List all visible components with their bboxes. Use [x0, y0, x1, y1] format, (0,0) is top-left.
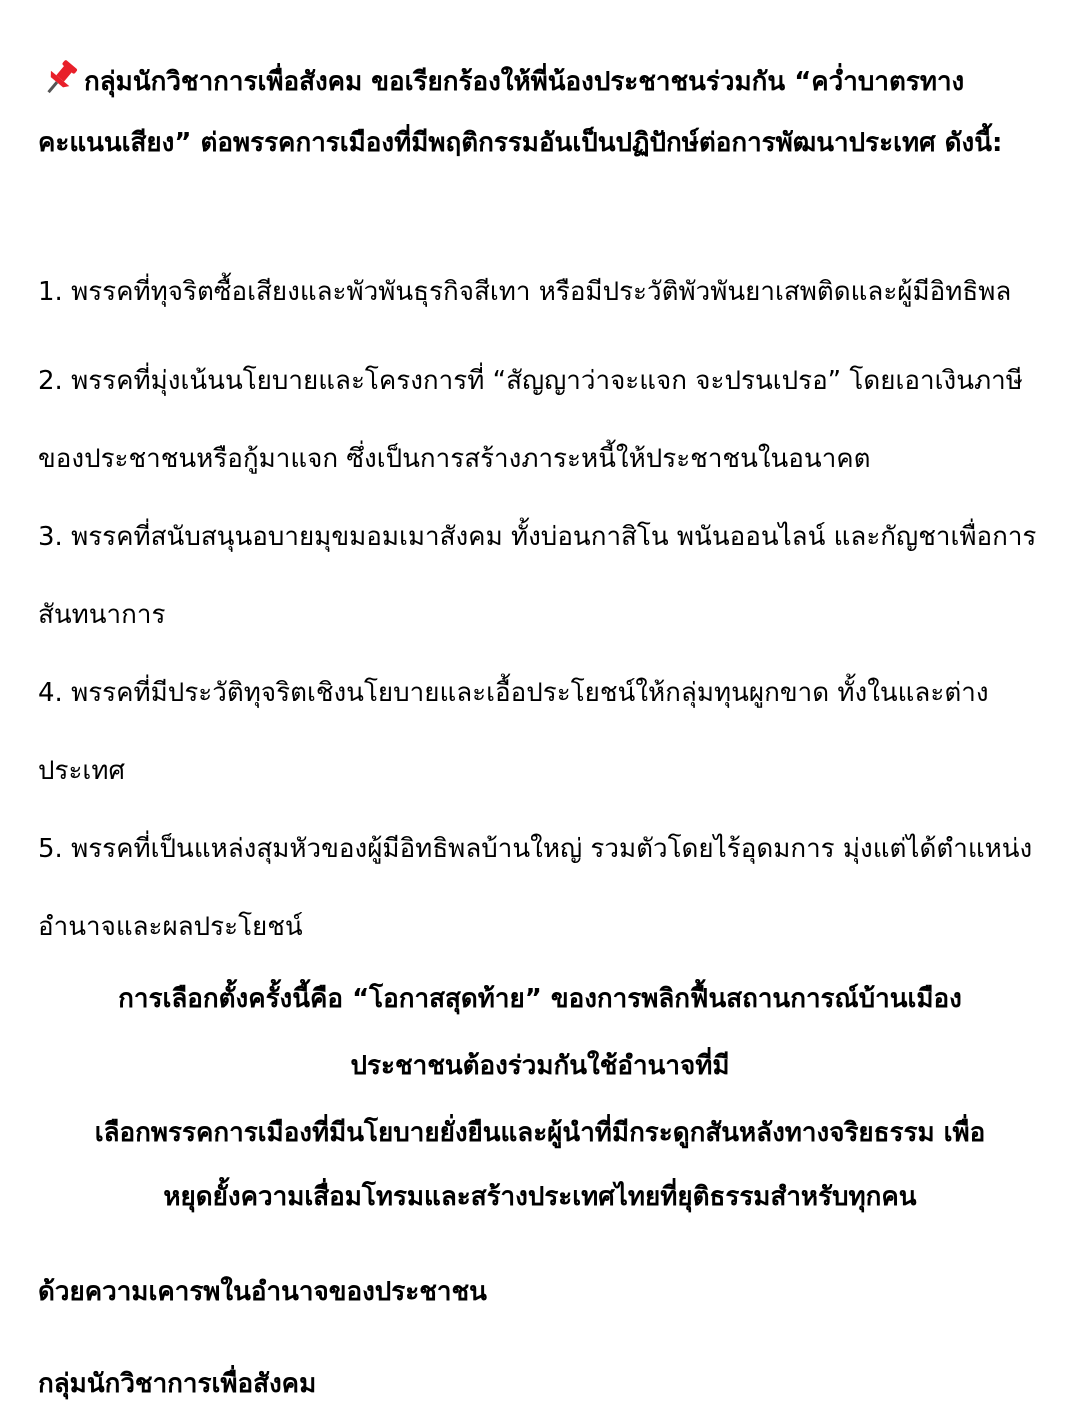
list-item: 3. พรรคที่สนับสนุนอบายมุขมอมเมาสังคม ทั้งบ่อนกาสิโน พนันออนไลน์ และกัญชาเพื่อการสันทนาการ [38, 522, 1037, 630]
signature-line: กลุ่มนักวิชาการเพื่อสังคม [38, 1369, 317, 1399]
closing-line: ประชาชนต้องร่วมกันใช้อำนาจที่มี [350, 1051, 730, 1081]
intro-text: กลุ่มนักวิชาการเพื่อสังคม ขอเรียกร้องให้พี่น้องประชาชนร่วมกัน “คว่ำบาตรทางคะแนนเสียง” ต่อพรรคการเมืองที่มีพฤติกรรมอันเป็นปฏิปักษ์ต่อการพัฒนาประเทศ ดังนี้: [38, 67, 1003, 158]
list-item: 1. พรรคที่ทุจริตซื้อเสียงและพัวพันธุรกิจสีเทา หรือมีประวัติพัวพันยาเสพติดและผู้มีอิทธิพล [38, 277, 1012, 307]
intro-paragraph [38, 52, 1043, 174]
closing-line: หยุดยั้งความเสื่อมโทรมและสร้างประเทศไทยที่ยุติธรรมสำหรับทุกคน [163, 1182, 917, 1212]
regards-line: ด้วยความเคารพในอำนาจของประชาชน [38, 1277, 487, 1307]
closing-line: การเลือกตั้งครั้งนี้คือ “โอกาสสุดท้าย” ของการพลิกฟื้นสถานการณ์บ้านเมือง [118, 984, 962, 1014]
list-item: 4. พรรคที่มีประวัติทุจริตเชิงนโยบายและเอื้อประโยชน์ให้กลุ่มทุนผูกขาด ทั้งในและต่างประเทศ [38, 678, 989, 786]
closing-line: เลือกพรรคการเมืองที่มีนโยบายยั่งยืนและผู้นำที่มีกระดูกสันหลังทางจริยธรรม เพื่อ [94, 1118, 986, 1148]
list-item: 5. พรรคที่เป็นแหล่งสุมหัวของผู้มีอิทธิพลบ้านใหญ่ รวมตัวโดยไร้อุดมการ มุ่งแต่ได้ตำแหน่งอำนาจและผลประโยชน์ [38, 834, 1033, 942]
list-item: 2. พรรคที่มุ่งเน้นนโยบายและโครงการที่ “สัญญาว่าจะแจก จะปรนเปรอ” โดยเอาเงินภาษีของประชาชนหรือกู้มาแจก ซึ่งเป็นการสร้างภาระหนี้ให้ประชาชนในอนาคต [38, 366, 1023, 474]
pushpin-icon [38, 58, 82, 96]
